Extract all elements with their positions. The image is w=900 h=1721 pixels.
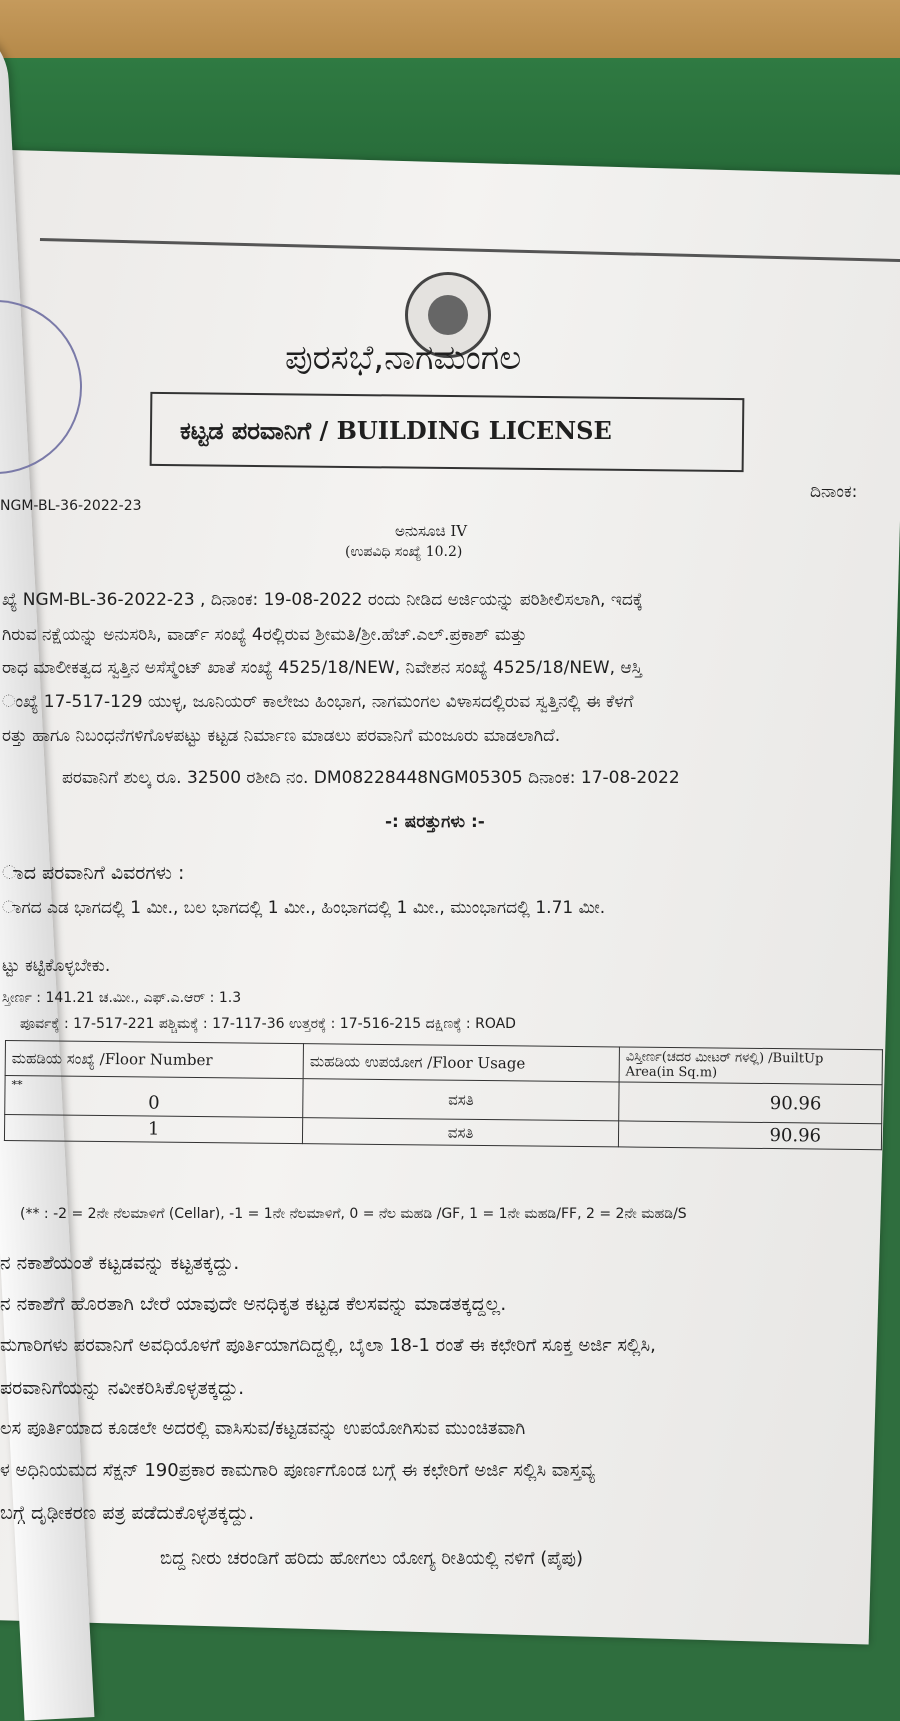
floor-number: 1 xyxy=(4,1115,302,1144)
reference-number: NGM-BL-36-2022-23 xyxy=(0,498,142,514)
setback-line: ಾಗದ ಎಡ ಭಾಗದಲ್ಲಿ 1 ಮೀ., ಬಲ ಭಾಗದಲ್ಲಿ 1 ಮೀ., ಹಿಂಭಾಗದಲ್ಲಿ 1 ಮೀ., ಮುಂಭಾಗದಲ್ಲಿ 1.71 ಮೀ. xyxy=(2,898,606,918)
condition-line: ಳ ಅಧಿನಿಯಮದ ಸೆಕ್ಷನ್ 190ಪ್ರಕಾರ ಕಾಮಗಾರಿ ಪೂರ್ಣಗೊಂಡ ಬಗ್ಗೆ ಈ ಕಛೇರಿಗೆ ಅರ್ಜಿ ಸಲ್ಲಿಸಿ ವಾಸ್ತವ್ಯ xyxy=(0,1460,595,1481)
col-header-floor: ಮಹಡಿಯ ಸಂಖ್ಯೆ /Floor Number xyxy=(5,1041,304,1079)
condition-line: ಮಗಾರಿಗಳು ಪರವಾನಿಗೆ ಅವಧಿಯೊಳಗೆ ಪೂರ್ತಿಯಾಗದಿದ್ದಲ್ಲಿ, ಬೈಲಾ 18-1 ರಂತೆ ಈ ಕಛೇರಿಗೆ ಸೂಕ್ತ ಅರ್ಜಿ ಸಲ್ಲಿಸಿ, xyxy=(0,1335,656,1356)
para-line: ಗಿರುವ ನಕ್ಷೆಯನ್ನು ಅನುಸರಿಸಿ, ವಾರ್ಡ್ ಸಂಖ್ಯೆ 4ರಲ್ಲಿರುವ ಶ್ರೀಮತಿ/ಶ್ರೀ.ಹೆಚ್.ಎಲ್.ಪ್ರಕಾಶ್ ಮತ್ತು xyxy=(2,625,527,645)
para-line: ರತ್ತು ಹಾಗೂ ನಿಬಂಧನೆಗಳಿಗೊಳಪಟ್ಟು ಕಟ್ಟಡ ನಿರ್ಮಾಣ ಮಾಡಲು ಪರವಾನಿಗೆ ಮಂಜೂರು ಮಾಡಲಾಗಿದೆ. xyxy=(2,726,561,746)
col-header-usage: ಮಹಡಿಯ ಉಪಯೋಗ /Floor Usage xyxy=(303,1044,619,1082)
col-header-area: ವಿಸ್ತೀರ್ಣ(ಚದರ ಮೀಟರ್ ಗಳಲ್ಲಿ) /BuiltUp Area(in Sq.m) xyxy=(619,1047,882,1085)
floor-note: (** : -2 = 2ನೇ ನೆಲಮಾಳಿಗೆ (Cellar), -1 = 1ನೇ ನೆಲಮಾಳಿಗೆ, 0 = ನೆಲ ಮಹಡಿ /GF, 1 = 1ನೇ ಮಹಡಿ/FF, 2 = 2ನೇ ಮಹಡಿ/S xyxy=(20,1206,687,1222)
area-far-line: ಸ್ತೀರ್ಣ : 141.21 ಚ.ಮೀ., ಎಫ್.ಎ.ಆರ್ : 1.3 xyxy=(2,990,242,1006)
floor-cell xyxy=(5,1076,304,1118)
boundaries-line: ಪೂರ್ವಕ್ಕೆ : 17-517-221 ಪಶ್ಚಿಮಕ್ಕೆ : 17-117-36 ಉತ್ತರಕ್ಕೆ : 17-516-215 ದಕ್ಷಿಣಕ್ಕೆ : ROAD xyxy=(20,1016,516,1032)
license-title: ಕಟ್ಟಡ ಪರವಾನಿಗೆ / BUILDING LICENSE xyxy=(180,416,612,445)
usage-cell: ವಸತಿ xyxy=(303,1118,619,1147)
condition-line: ನ ನಕಾಶೆಗೆ ಹೊರತಾಗಿ ಬೇರೆ ಯಾವುದೇ ಅನಧಿಕೃತ ಕಟ್ಟಡ ಕೆಲಸವನ್ನು ಮಾಡತಕ್ಕದ್ದಲ್ಲ. xyxy=(0,1293,507,1315)
para-line: ರಾಧ ಮಾಲೀಕತ್ವದ ಸ್ವತ್ತಿನ ಅಸೆಸ್ಮೆಂಟ್ ಖಾತೆ ಸಂಖ್ಯೆ 4525/18/NEW, ನಿವೇಶನ ಸಂಖ್ಯೆ 4525/18/NEW, ಆಸ್ತಿ xyxy=(2,658,643,678)
section-heading: ಾದ ಪರವಾನಿಗೆ ವಿವರಗಳು : xyxy=(2,862,185,884)
para-line: ಂಖ್ಯೆ 17-517-129 ಯುಳ್ಳ, ಜೂನಿಯರ್ ಕಾಲೇಜು ಹಿಂಭಾಗ, ನಾಗಮಂಗಲ ವಿಳಾಸದಲ್ಲಿರುವ ಸ್ವತ್ತಿನಲ್ಲಿ ಈ ಕೆಳಗೆ xyxy=(2,692,634,712)
condition-line: ನ ನಕಾಶೆಯಂತೆ ಕಟ್ಟಡವನ್ನು ಕಟ್ಟತಕ್ಕದ್ದು. xyxy=(0,1252,240,1274)
marker: ** xyxy=(11,1078,23,1092)
office-seal-stamp xyxy=(0,300,82,474)
floor-number: 0 xyxy=(148,1092,160,1114)
condition-line: ಲಸ ಪೂರ್ತಿಯಾದ ಕೂಡಲೇ ಅದರಲ್ಲಿ ವಾಸಿಸುವ/ಕಟ್ಟಡವನ್ನು ಉಪಯೋಗಿಸುವ ಮುಂಚಿತವಾಗಿ xyxy=(0,1418,526,1439)
header-rule xyxy=(40,238,900,263)
area-cell: 90.96 xyxy=(618,1121,881,1150)
condition-line: ಪರವಾನಿಗೆಯನ್ನು ನವೀಕರಿಸಿಕೊಳ್ಳತಕ್ಕದ್ದು. xyxy=(0,1377,245,1399)
conditions-heading: -: ಷರತ್ತುಗಳು :- xyxy=(385,812,485,832)
bylaw-label: (ಉಪವಿಧಿ ಸಂಖ್ಯೆ 10.2) xyxy=(345,544,463,560)
fee-line: ಪರವಾನಿಗೆ ಶುಲ್ಕ ರೂ. 32500 ರಶೀದಿ ನಂ. DM08228448NGM05305 ದಿನಾಂಕ: 17-08-2022 xyxy=(62,768,680,788)
usage-cell: ವಸತಿ xyxy=(303,1079,619,1121)
schedule-label: ಅನುಸೂಚಿ IV xyxy=(395,522,468,540)
office-name: ಪುರಸಭೆ,ನಾಗಮಂಗಲ xyxy=(285,338,522,378)
para-line: ಖ್ಯೆ NGM-BL-36-2022-23 , ದಿನಾಂಕ: 19-08-2022 ರಂದು ನೀಡಿದ ಅರ್ಜಿಯನ್ನು ಪರಿಶೀಲಿಸಲಾಗಿ, ಇದಕ್ಕೆ xyxy=(2,590,643,610)
floor-table xyxy=(4,1040,883,1150)
area-cell: 90.96 xyxy=(619,1082,883,1124)
setback-line: ಟ್ಟು ಕಟ್ಟಿಕೊಳ್ಳಬೇಕು. xyxy=(2,956,111,976)
date-label: ದಿನಾಂಕ: xyxy=(810,482,858,502)
condition-line: ಬಗ್ಗೆ ದೃಢೀಕರಣ ಪತ್ರ ಪಡೆದುಕೊಳ್ಳತಕ್ಕದ್ದು. xyxy=(0,1502,255,1524)
condition-line: ಬಿದ್ದ ನೀರು ಚರಂಡಿಗೆ ಹರಿದು ಹೋಗಲು ಯೋಗ್ಯ ರೀತಿಯಲ್ಲಿ ನಳಿಗೆ (ಪೈಪು) xyxy=(160,1548,584,1569)
